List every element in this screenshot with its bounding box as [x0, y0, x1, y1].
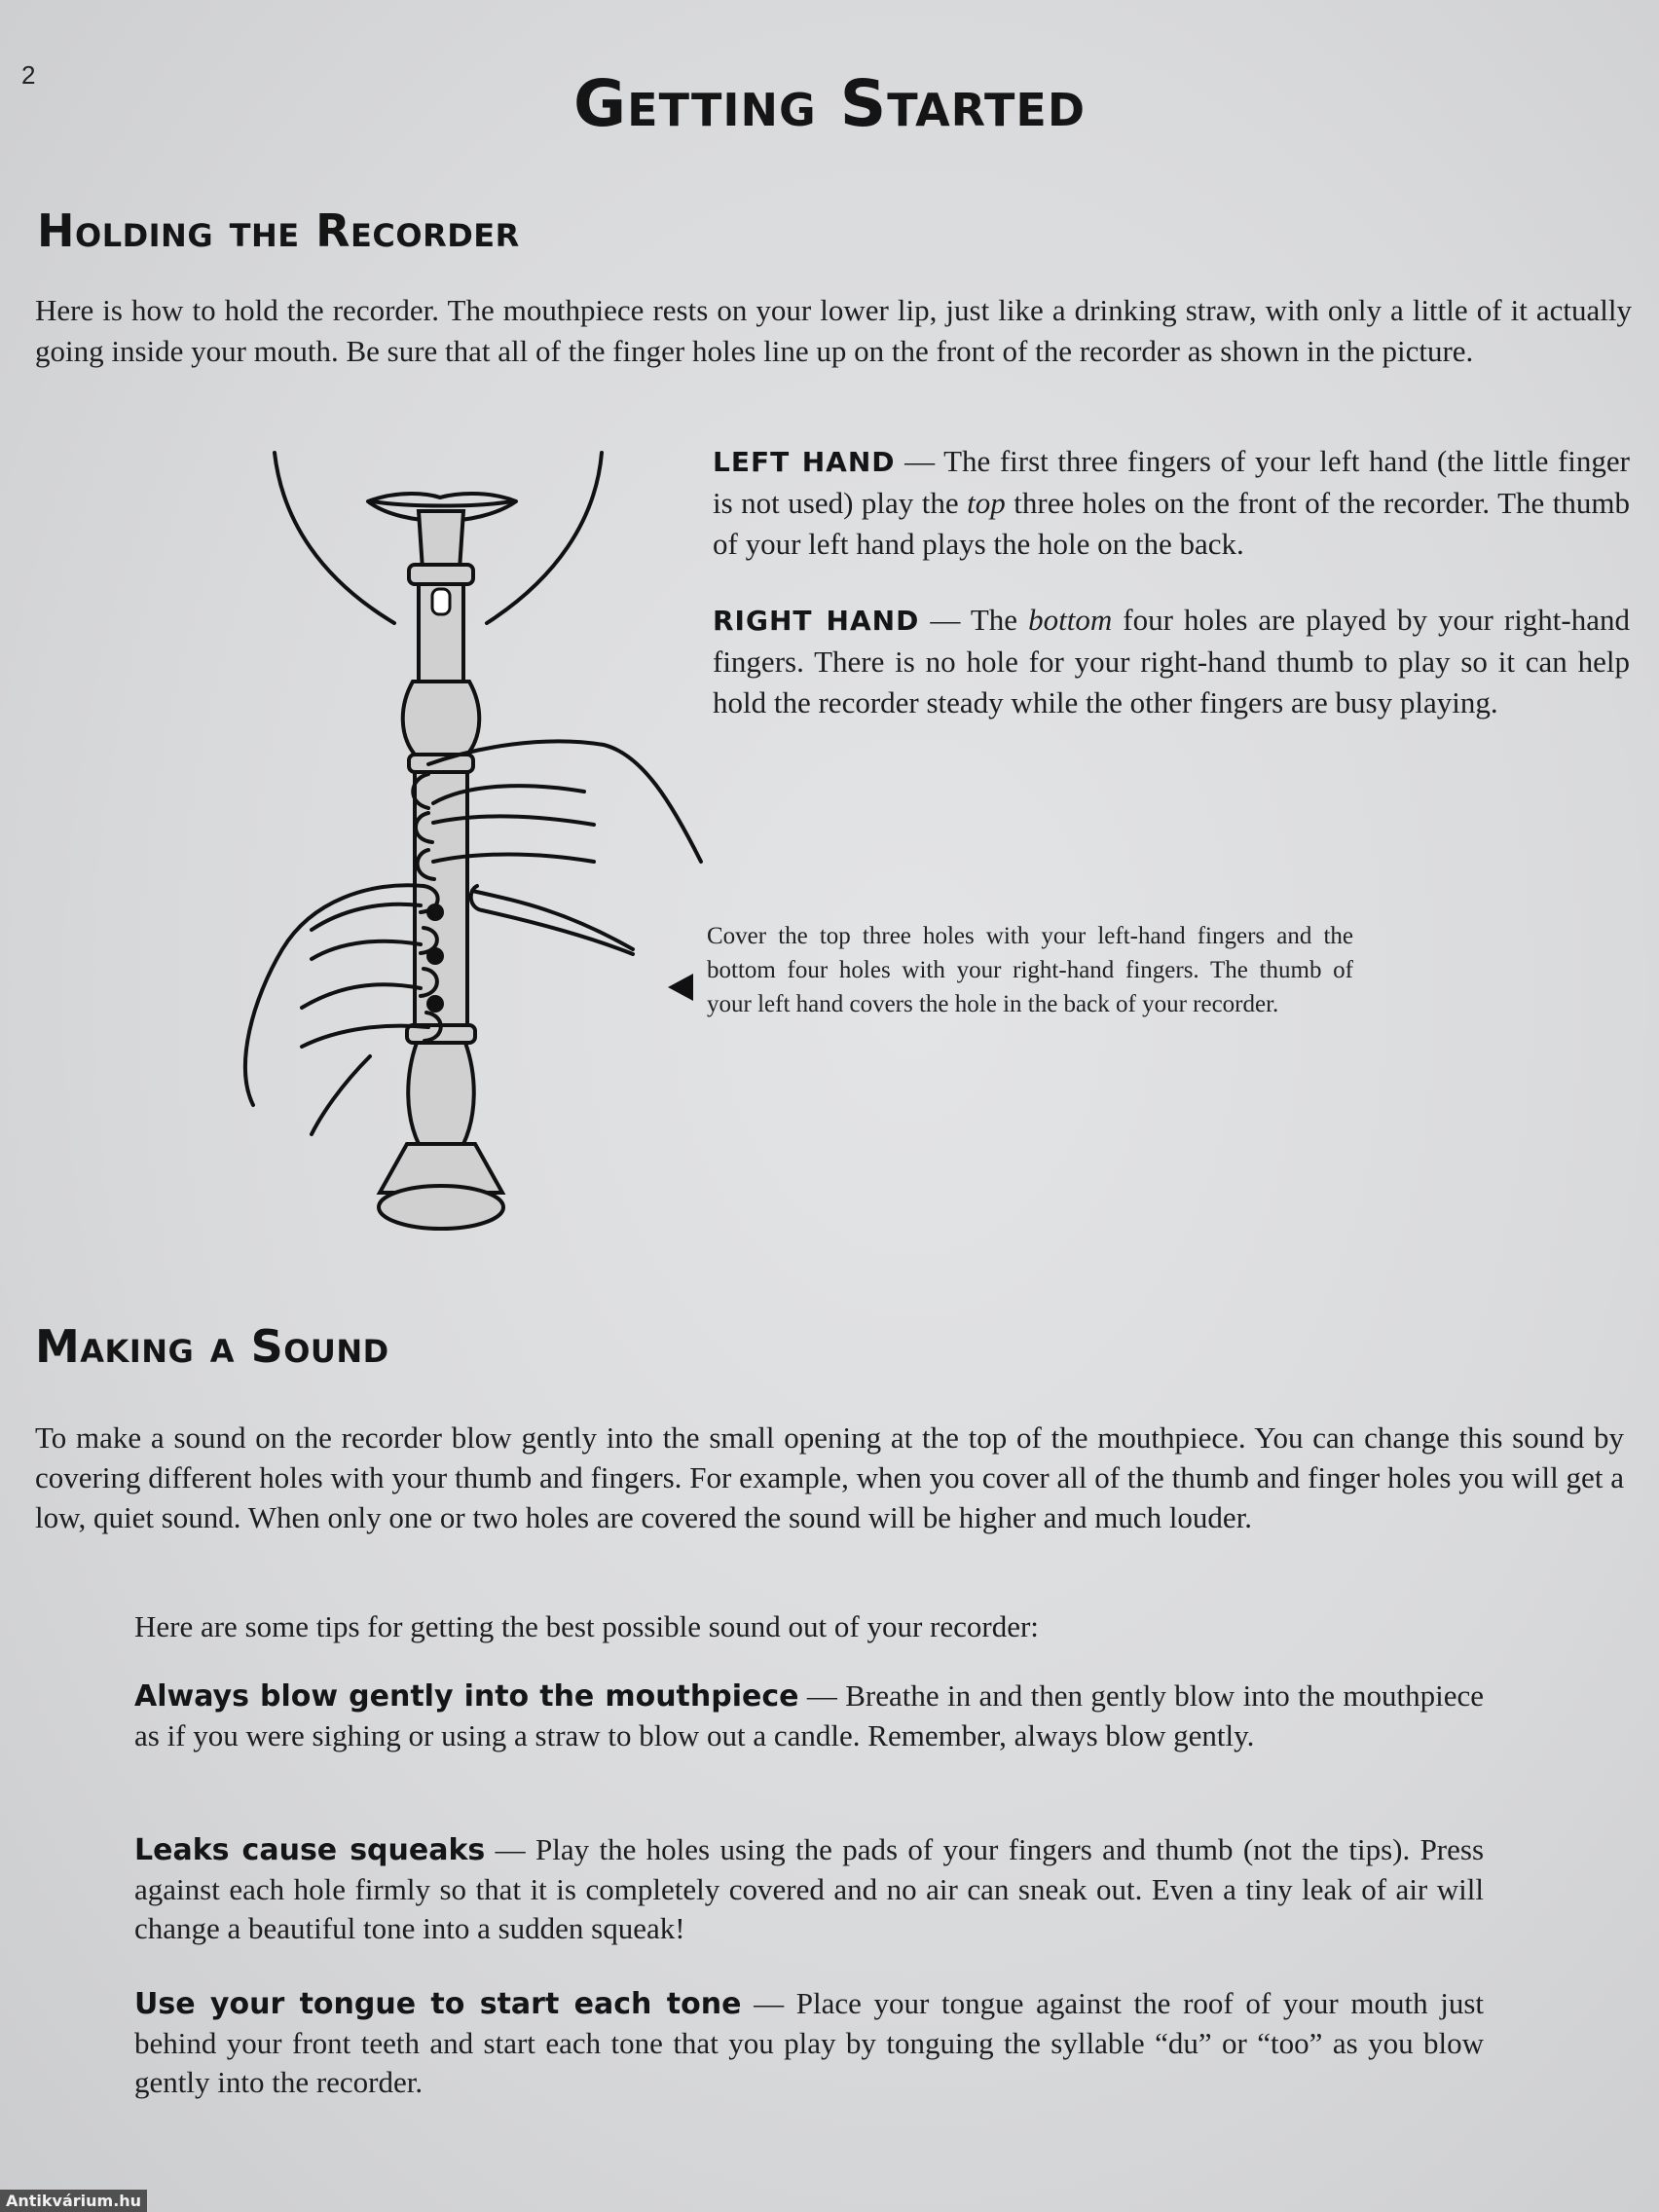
right-hand-text-after: four holes are played by your right-hand fingers. There is no hole for your right-hand thumb to play so it can help hold the recorder steady while the other fingers are busy playing.: [713, 603, 1631, 719]
tip-lead: Leaks cause squeaks: [134, 1833, 486, 1867]
recorder-hands-illustration: [234, 443, 720, 1251]
page-title: Getting Started: [572, 66, 1087, 141]
face-outline-right: [487, 453, 602, 623]
watermark: Antikvárium.hu: [0, 2190, 147, 2212]
right-hand-label: RIGHT HAND: [713, 605, 920, 637]
tip-item: [134, 1677, 1484, 1755]
dash: —: [930, 603, 961, 637]
right-hand-paragraph: [713, 600, 1630, 723]
tip-text: Play the holes using the pads of your fingers and thumb (not the tips). Press against each hole firmly so that it is completely covered and no air can sneak out. Even a tiny leak of air will change a beautiful tone into a sudden squeak!: [134, 1832, 1485, 1945]
dash: —: [904, 444, 936, 478]
dash: —: [495, 1832, 526, 1866]
left-hand-label: LEFT HAND: [713, 446, 896, 478]
tip-lead: Always blow gently into the mouthpiece: [134, 1679, 799, 1714]
left-hand-paragraph: [713, 441, 1630, 565]
dash: —: [806, 1678, 837, 1713]
illustration-caption: Cover the top three holes with your left-hand fingers and the bottom four holes with your right-hand fingers. The thumb of your left hand covers the hole in the back of your recorder.: [707, 923, 1353, 1017]
page-number: 2: [21, 60, 36, 90]
tips-intro: Here are some tips for getting the best possible sound out of your recorder:: [134, 1609, 1039, 1643]
holding-heading: Holding the Recorder: [37, 204, 520, 257]
right-hand-emphasis: bottom: [1028, 603, 1113, 637]
sound-intro: To make a sound on the recorder blow gently into the small opening at the top of the mouthpiece. You can change this sound by covering different holes with your thumb and fingers. For example, when you cover all of the thumb and finger holes you will get a low, quiet sound. When only one or two holes are covered the sound will be higher and much louder.: [35, 1420, 1624, 1534]
face-outline-left: [275, 453, 394, 623]
sound-heading: Making a Sound: [35, 1320, 389, 1373]
dash: —: [754, 1986, 785, 2020]
left-hand-text-before: The first three fingers of your left hand (the little finger is not used) play the: [713, 444, 1631, 520]
tip-lead: Use your tongue to start each tone: [134, 1987, 742, 2021]
left-hand-emphasis: top: [967, 486, 1006, 520]
caption-pointer-icon: [668, 974, 693, 1001]
tip-text: Place your tongue against the roof of your mouth just behind your front teeth and start each tone that you play by tonguing the syllable “du” or “too” as you blow gently into the recorder.: [134, 1986, 1485, 2099]
tip-text: Breathe in and then gently blow into the mouthpiece as if you were sighing or using a straw to blow out a candle. Remember, always blow gently.: [134, 1678, 1485, 1752]
left-hand-text-after: three holes on the front of the recorder. The thumb of your left hand plays the hole on the back.: [713, 486, 1631, 561]
holding-intro: Here is how to hold the recorder. The mouthpiece rests on your lower lip, just like a drinking straw, with only a little of it actually going inside your mouth. Be sure that all of the finger holes line up on the front of the recorder as shown in the picture.: [35, 293, 1632, 368]
right-hand-text-before: The: [970, 603, 1018, 637]
tip-item: [134, 1984, 1484, 2102]
tip-item: [134, 1830, 1484, 1948]
